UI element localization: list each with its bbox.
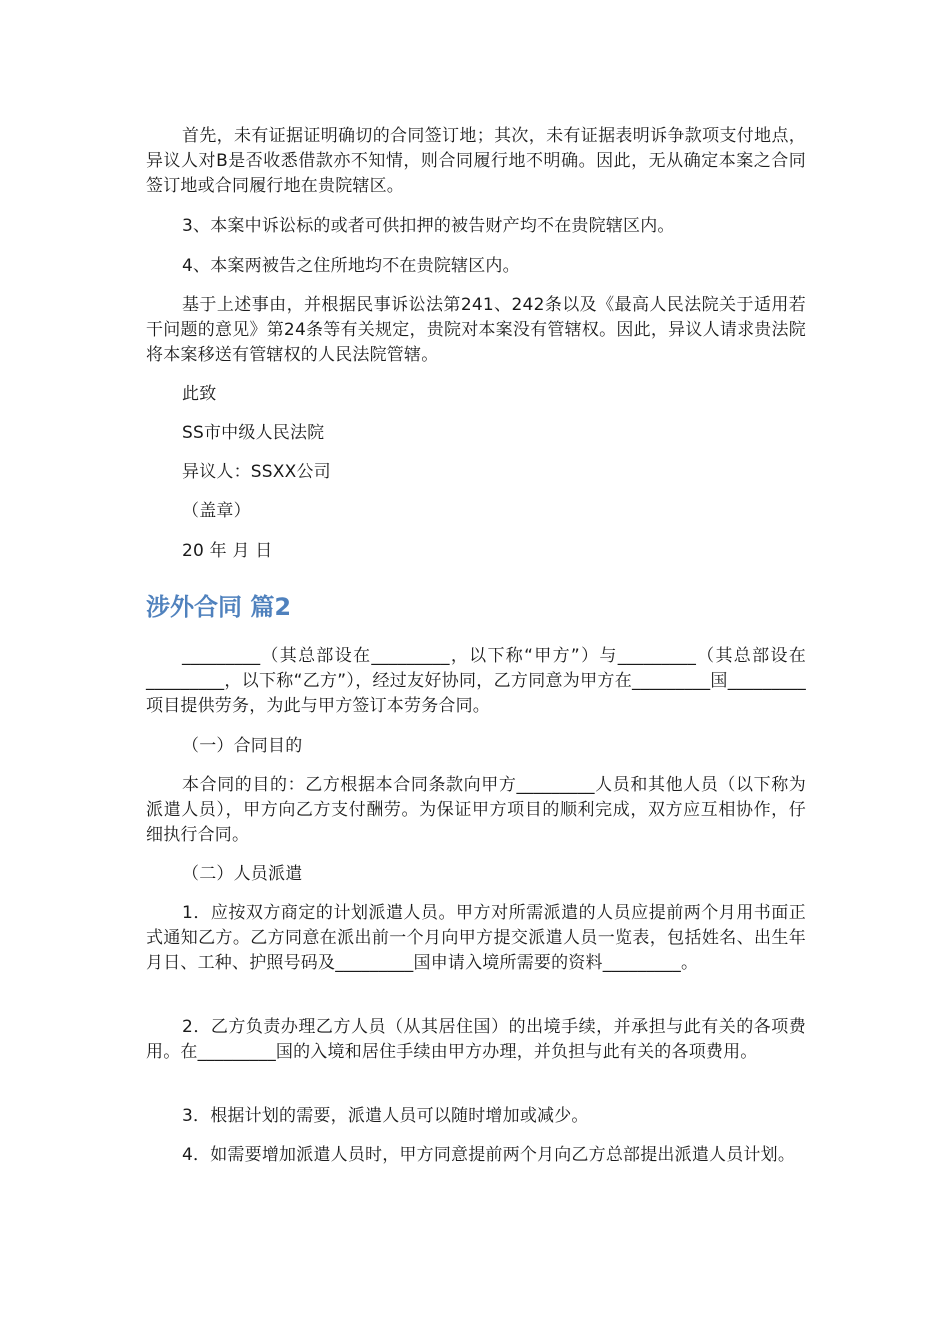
closing-salutation: 此致	[182, 384, 217, 404]
dispatch-item-2: 2．乙方负责办理乙方人员（从其居住国）的出境手续，并承担与此有关的各项费用。在_________国的入境和居住手续由甲方办理，并负担与此有关的各项费用。	[146, 1017, 806, 1062]
objector-signature: 异议人：SSXX公司	[182, 462, 331, 482]
dispatch-item-3: 3．根据计划的需要，派遣人员可以随时增加或减少。	[182, 1106, 589, 1126]
seal-placeholder: （盖章）	[182, 501, 251, 521]
paragraph-item-4: 4、本案两被告之住所地均不在贵院辖区内。	[182, 256, 520, 276]
dispatch-item-4: 4．如需要增加派遣人员时，甲方同意提前两个月向乙方总部提出派遣人员计划。	[182, 1145, 796, 1165]
subheading-dispatch: （二）人员派遣	[182, 864, 303, 884]
contract-intro: _________（其总部设在_________，以下称“甲方”）与_________（其总部设在_________，以下称“乙方”），经过友好协同，乙方同意为甲方在_________国_________项目提供劳务，为此与甲方签订本劳务合同。	[146, 646, 806, 716]
recipient-court: SS市中级人民法院	[182, 423, 325, 443]
section-heading: 涉外合同 篇2	[146, 593, 292, 621]
paragraph-conclusion: 基于上述事由，并根据民事诉讼法第241、242条以及《最高人民法院关于适用若干问题的意见》第24条等有关规定，贵院对本案没有管辖权。因此，异议人请求贵法院将本案移送有管辖权的人民法院管辖。	[146, 295, 806, 365]
paragraph-contract-location: 首先，未有证据证明确切的合同签订地；其次，未有证据表明诉争款项支付地点，异议人对B是否收悉借款亦不知情，则合同履行地不明确。因此，无从确定本案之合同签订地或合同履行地在贵院辖区。	[146, 126, 806, 196]
subheading-purpose: （一）合同目的	[182, 736, 303, 756]
dispatch-item-1: 1．应按双方商定的计划派遣人员。甲方对所需派遣的人员应提前两个月用书面正式通知乙方。乙方同意在派出前一个月向甲方提交派遣人员一览表，包括姓名、出生年月日、工种、护照号码及_________国申请入境所需要的资料_________。	[146, 903, 806, 973]
paragraph-item-3: 3、本案中诉讼标的或者可供扣押的被告财产均不在贵院辖区内。	[182, 216, 675, 236]
signature-date: 20 年 月 日	[182, 541, 273, 561]
paragraph-purpose: 本合同的目的：乙方根据本合同条款向甲方_________人员和其他人员（以下称为派遣人员），甲方向乙方支付酬劳。为保证甲方项目的顺利完成，双方应互相协作，仔细执行合同。	[146, 775, 806, 845]
